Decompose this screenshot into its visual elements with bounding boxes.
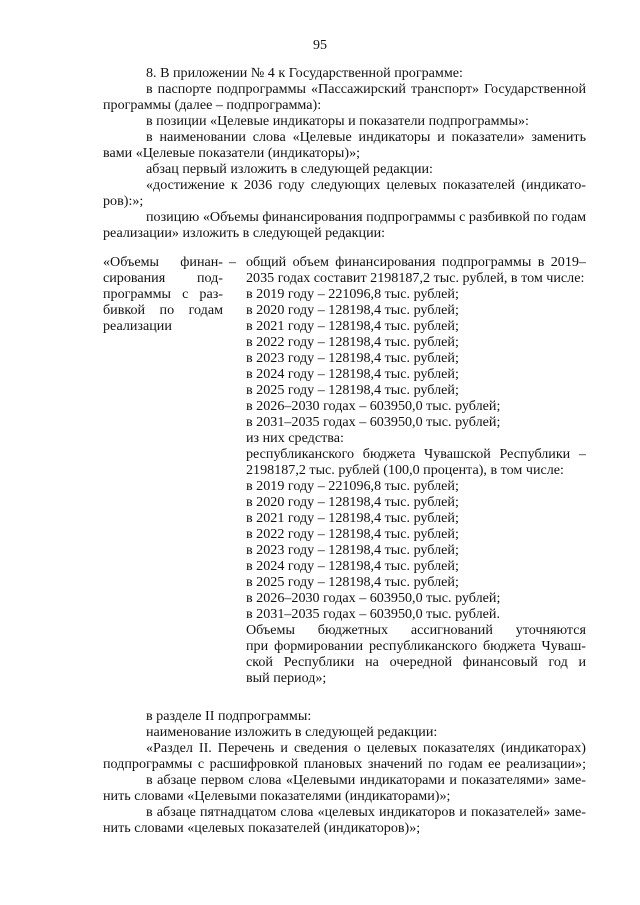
table-right-line: в 2021 году – 128198,4 тыс. рублей;	[246, 510, 459, 526]
table-right-line: в 2031–2035 годах – 603950,0 тыс. рублей;	[246, 414, 501, 430]
table-right-line: при формировании республиканского бюджета Чуваш-	[246, 638, 586, 654]
intro-line: реализации» изложить в следующей редакции:	[103, 225, 386, 241]
table-right-line: в 2023 году – 128198,4 тыс. рублей;	[246, 350, 459, 366]
table-dash: –	[229, 254, 237, 270]
table-right-line: в 2021 году – 128198,4 тыс. рублей;	[246, 318, 459, 334]
page-number: 95	[313, 38, 327, 53]
outro-line: наименование изложить в следующей редакции:	[146, 724, 438, 740]
intro-line: в паспорте подпрограммы «Пассажирский транспорт» Государственной	[146, 81, 586, 97]
intro-line: «достижение к 2036 году следующих целевых показателей (индикато-	[146, 177, 586, 193]
intro-line: программы (далее – подпрограмма):	[103, 97, 322, 113]
outro-line: в абзаце первом слова «Целевыми индикаторами и показателями» заме-	[146, 772, 586, 788]
table-right-line: 2198187,2 тыс. рублей (100,0 процента), в том числе:	[246, 462, 564, 478]
intro-line: в наименовании слова «Целевые индикаторы и показатели» заменить	[146, 129, 586, 145]
table-right-line: в 2025 году – 128198,4 тыс. рублей;	[246, 574, 459, 590]
table-right-line: республиканского бюджета Чувашской Республики –	[246, 446, 586, 462]
table-right-line: в 2024 году – 128198,4 тыс. рублей;	[246, 366, 459, 382]
table-right-line: 2035 годах составит 2198187,2 тыс. рублей, в том числе:	[246, 270, 585, 286]
outro-line: в разделе II подпрограммы:	[146, 708, 312, 724]
table-right-line: в 2026–2030 годах – 603950,0 тыс. рублей;	[246, 398, 501, 414]
outro-line: нить словами «целевых показателей (индикаторов)»;	[103, 820, 421, 836]
table-left-line: сирования под-	[103, 270, 223, 286]
table-right-line: вый период»;	[246, 670, 327, 686]
table-right-line: в 2026–2030 годах – 603950,0 тыс. рублей;	[246, 590, 501, 606]
table-left-line: «Объемы финан-	[103, 254, 223, 270]
table-right-line: Объемы бюджетных ассигнований уточняются	[246, 622, 586, 638]
table-right-line: в 2020 году – 128198,4 тыс. рублей;	[246, 302, 459, 318]
table-right-line: в 2031–2035 годах – 603950,0 тыс. рублей.	[246, 606, 500, 622]
outro-line: в абзаце пятнадцатом слова «целевых индикаторов и показателей» заме-	[146, 804, 586, 820]
table-right-line: в 2025 году – 128198,4 тыс. рублей;	[246, 382, 459, 398]
intro-line: вами «Целевые показатели (индикаторы)»;	[103, 145, 361, 161]
table-right-line: в 2019 году – 221096,8 тыс. рублей;	[246, 478, 459, 494]
table-right-line: общий объем финансирования подпрограммы в 2019–	[246, 254, 586, 270]
table-right-line: в 2020 году – 128198,4 тыс. рублей;	[246, 494, 459, 510]
table-right-line: в 2019 году – 221096,8 тыс. рублей;	[246, 286, 459, 302]
table-right-line: в 2023 году – 128198,4 тыс. рублей;	[246, 542, 459, 558]
table-right-line: в 2024 году – 128198,4 тыс. рублей;	[246, 558, 459, 574]
outro-line: нить словами «Целевыми показателями (индикаторами)»;	[103, 788, 451, 804]
table-left-line: реализации	[103, 318, 172, 334]
intro-line: позицию «Объемы финансирования подпрограммы с разбивкой по годам	[146, 209, 586, 225]
intro-line: ров):»;	[103, 193, 144, 209]
table-right-line: из них средства:	[246, 430, 344, 446]
intro-line: абзац первый изложить в следующей редакции:	[146, 161, 433, 177]
table-right-line: в 2022 году – 128198,4 тыс. рублей;	[246, 526, 459, 542]
table-left-line: бивкой по годам	[103, 302, 223, 318]
intro-line: в позиции «Целевые индикаторы и показатели подпрограммы»:	[146, 113, 529, 129]
table-right-line: в 2022 году – 128198,4 тыс. рублей;	[246, 334, 459, 350]
intro-line: 8. В приложении № 4 к Государственной программе:	[146, 65, 463, 81]
outro-line: подпрограммы с расшифровкой плановых значений по годам ее реализации»;	[103, 756, 586, 772]
outro-line: «Раздел II. Перечень и сведения о целевых показателях (индикаторах)	[146, 740, 586, 756]
table-left-line: программы с раз-	[103, 286, 223, 302]
table-right-line: ской Республики на очередной финансовый год и	[246, 654, 586, 670]
